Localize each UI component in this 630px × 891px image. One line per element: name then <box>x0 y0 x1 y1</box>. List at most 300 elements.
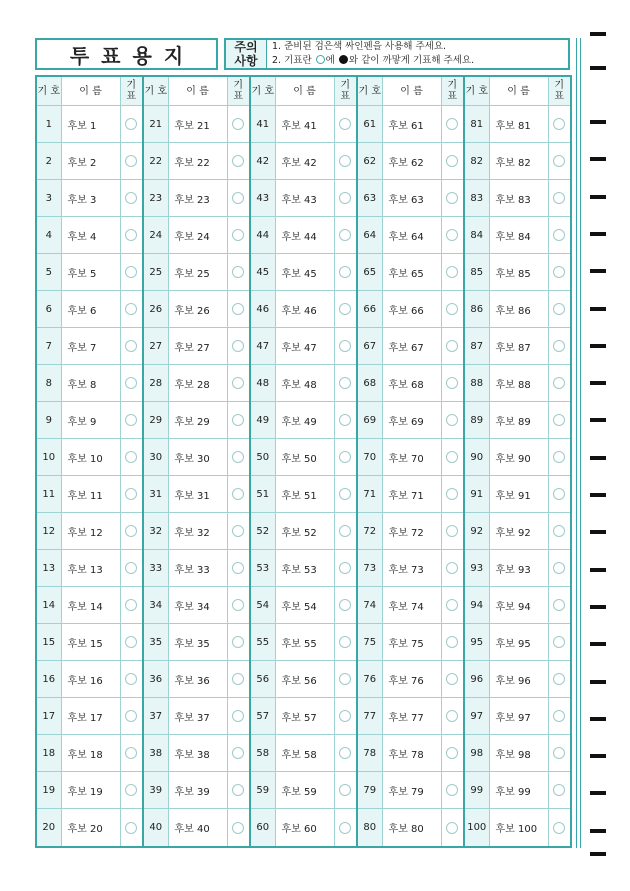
candidate-name: 후보 98 <box>489 735 548 772</box>
vote-oval-icon[interactable] <box>339 118 351 130</box>
vote-oval-icon[interactable] <box>125 377 137 389</box>
vote-oval-icon[interactable] <box>232 822 244 834</box>
vote-oval-icon[interactable] <box>232 784 244 796</box>
vote-mark-cell[interactable] <box>227 180 250 217</box>
vote-oval-icon[interactable] <box>446 599 458 611</box>
vote-oval-icon[interactable] <box>339 673 351 685</box>
vote-oval-icon[interactable] <box>125 266 137 278</box>
timing-mark <box>590 605 606 609</box>
vote-oval-icon[interactable] <box>553 747 565 759</box>
vote-oval-icon[interactable] <box>339 414 351 426</box>
vote-oval-icon[interactable] <box>125 747 137 759</box>
vote-oval-icon[interactable] <box>446 451 458 463</box>
vote-mark-cell[interactable] <box>120 772 143 809</box>
table-row <box>36 513 571 550</box>
vote-mark-cell[interactable] <box>441 402 464 439</box>
vote-mark-cell[interactable] <box>548 661 571 698</box>
candidate-number: 71 <box>357 476 382 513</box>
vote-mark-cell[interactable] <box>120 439 143 476</box>
vote-oval-icon[interactable] <box>125 229 137 241</box>
vote-oval-icon[interactable] <box>553 414 565 426</box>
vote-mark-cell[interactable] <box>441 661 464 698</box>
vote-mark-cell[interactable] <box>120 624 143 661</box>
vote-mark-cell[interactable] <box>548 143 571 180</box>
timing-mark <box>590 269 606 273</box>
vote-oval-icon[interactable] <box>553 155 565 167</box>
vote-oval-icon[interactable] <box>125 822 137 834</box>
vote-mark-cell[interactable] <box>548 513 571 550</box>
vote-oval-icon[interactable] <box>339 155 351 167</box>
vote-mark-cell[interactable] <box>334 439 357 476</box>
vote-mark-cell[interactable] <box>334 735 357 772</box>
vote-mark-cell[interactable] <box>548 698 571 735</box>
vote-mark-cell[interactable] <box>548 254 571 291</box>
vote-oval-icon[interactable] <box>553 822 565 834</box>
column-header-number: 기 호 <box>464 76 489 106</box>
vote-mark-cell[interactable] <box>227 624 250 661</box>
vote-mark-cell[interactable] <box>227 661 250 698</box>
vote-oval-icon[interactable] <box>446 710 458 722</box>
vote-mark-cell[interactable] <box>334 328 357 365</box>
vote-mark-cell[interactable] <box>548 550 571 587</box>
vote-mark-cell[interactable] <box>227 809 250 847</box>
candidate-number: 39 <box>143 772 168 809</box>
candidate-name: 후보 58 <box>275 735 334 772</box>
vote-mark-cell[interactable] <box>548 291 571 328</box>
vote-oval-icon[interactable] <box>125 636 137 648</box>
candidate-name: 후보 24 <box>168 217 227 254</box>
vote-mark-cell[interactable] <box>334 180 357 217</box>
vote-mark-cell[interactable] <box>334 476 357 513</box>
vote-mark-cell[interactable] <box>227 106 250 143</box>
candidate-name: 후보 23 <box>168 180 227 217</box>
candidate-name: 후보 95 <box>489 624 548 661</box>
timing-mark <box>590 680 606 684</box>
vote-oval-icon[interactable] <box>232 229 244 241</box>
candidate-name: 후보 41 <box>275 106 334 143</box>
timing-mark <box>590 307 606 311</box>
candidate-number: 85 <box>464 254 489 291</box>
vote-mark-cell[interactable] <box>334 698 357 735</box>
vote-mark-cell[interactable] <box>120 476 143 513</box>
vote-oval-icon[interactable] <box>339 710 351 722</box>
candidate-number: 1 <box>36 106 61 143</box>
candidate-name: 후보 43 <box>275 180 334 217</box>
vote-mark-cell[interactable] <box>334 624 357 661</box>
notice-line-2-part-a: 2. 기표란 <box>272 55 312 66</box>
candidate-number: 94 <box>464 587 489 624</box>
vote-oval-icon[interactable] <box>446 636 458 648</box>
candidate-number: 83 <box>464 180 489 217</box>
vote-oval-icon[interactable] <box>125 340 137 352</box>
vote-oval-icon[interactable] <box>125 451 137 463</box>
vote-oval-icon[interactable] <box>232 303 244 315</box>
vote-oval-icon[interactable] <box>339 229 351 241</box>
vote-oval-icon[interactable] <box>553 229 565 241</box>
vote-mark-cell[interactable] <box>334 661 357 698</box>
candidate-name: 후보 90 <box>489 439 548 476</box>
vote-mark-cell[interactable] <box>441 291 464 328</box>
candidate-name: 후보 3 <box>61 180 120 217</box>
vote-mark-cell[interactable] <box>441 476 464 513</box>
vote-oval-icon[interactable] <box>553 340 565 352</box>
vote-oval-icon[interactable] <box>232 451 244 463</box>
vote-oval-icon[interactable] <box>125 710 137 722</box>
vote-oval-icon[interactable] <box>125 673 137 685</box>
candidate-name: 후보 33 <box>168 550 227 587</box>
vote-mark-cell[interactable] <box>441 180 464 217</box>
vote-mark-cell[interactable] <box>120 217 143 254</box>
vote-oval-icon[interactable] <box>232 414 244 426</box>
vote-oval-icon[interactable] <box>446 822 458 834</box>
vote-mark-cell[interactable] <box>441 328 464 365</box>
vote-oval-icon[interactable] <box>553 192 565 204</box>
vote-mark-cell[interactable] <box>334 587 357 624</box>
candidate-number: 22 <box>143 143 168 180</box>
vote-oval-icon[interactable] <box>446 784 458 796</box>
vote-mark-cell[interactable] <box>334 402 357 439</box>
column-header-number: 기 호 <box>143 76 168 106</box>
vote-oval-icon[interactable] <box>339 784 351 796</box>
table-row <box>36 476 571 513</box>
vote-oval-icon[interactable] <box>125 192 137 204</box>
vote-oval-icon[interactable] <box>553 784 565 796</box>
candidate-number: 35 <box>143 624 168 661</box>
vote-mark-cell[interactable] <box>227 439 250 476</box>
vote-oval-icon[interactable] <box>232 192 244 204</box>
vote-oval-icon[interactable] <box>446 673 458 685</box>
vote-mark-cell[interactable] <box>441 698 464 735</box>
vote-oval-icon[interactable] <box>446 118 458 130</box>
candidate-name: 후보 19 <box>61 772 120 809</box>
timing-mark <box>590 344 606 348</box>
candidate-name: 후보 91 <box>489 476 548 513</box>
candidate-name: 후보 11 <box>61 476 120 513</box>
vote-mark-cell[interactable] <box>334 143 357 180</box>
vote-mark-cell[interactable] <box>441 735 464 772</box>
vote-oval-icon[interactable] <box>125 155 137 167</box>
candidate-number: 56 <box>250 661 275 698</box>
candidate-number: 2 <box>36 143 61 180</box>
table-row <box>36 624 571 661</box>
vote-mark-cell[interactable] <box>548 328 571 365</box>
vote-mark-cell[interactable] <box>548 217 571 254</box>
table-row <box>36 661 571 698</box>
candidate-number: 72 <box>357 513 382 550</box>
vote-mark-cell[interactable] <box>120 513 143 550</box>
vote-mark-cell[interactable] <box>120 291 143 328</box>
candidate-number: 10 <box>36 439 61 476</box>
vote-oval-icon[interactable] <box>339 636 351 648</box>
vote-oval-icon[interactable] <box>232 155 244 167</box>
candidate-number: 17 <box>36 698 61 735</box>
vote-mark-cell[interactable] <box>120 106 143 143</box>
vote-oval-icon[interactable] <box>553 303 565 315</box>
candidate-name: 후보 81 <box>489 106 548 143</box>
table-row <box>36 698 571 735</box>
vote-oval-icon[interactable] <box>232 266 244 278</box>
candidate-number: 23 <box>143 180 168 217</box>
vote-mark-cell[interactable] <box>441 772 464 809</box>
vote-mark-cell[interactable] <box>334 106 357 143</box>
vote-mark-cell[interactable] <box>441 624 464 661</box>
candidate-name: 후보 26 <box>168 291 227 328</box>
vote-oval-icon[interactable] <box>553 562 565 574</box>
vote-mark-cell[interactable] <box>120 143 143 180</box>
vote-oval-icon[interactable] <box>339 525 351 537</box>
vote-oval-icon[interactable] <box>553 636 565 648</box>
vote-mark-cell[interactable] <box>227 513 250 550</box>
vote-mark-cell[interactable] <box>441 217 464 254</box>
vote-oval-icon[interactable] <box>339 747 351 759</box>
vote-oval-icon[interactable] <box>339 599 351 611</box>
vote-oval-icon[interactable] <box>553 451 565 463</box>
column-header-mark: 기 표 <box>334 76 357 106</box>
candidate-name: 후보 31 <box>168 476 227 513</box>
vote-oval-icon[interactable] <box>232 340 244 352</box>
candidate-name: 후보 86 <box>489 291 548 328</box>
vote-mark-cell[interactable] <box>227 254 250 291</box>
vote-oval-icon[interactable] <box>125 599 137 611</box>
vote-mark-cell[interactable] <box>120 402 143 439</box>
vote-oval-icon[interactable] <box>553 266 565 278</box>
candidate-name: 후보 39 <box>168 772 227 809</box>
vote-mark-cell[interactable] <box>334 809 357 847</box>
vote-mark-cell[interactable] <box>334 254 357 291</box>
candidate-name: 후보 96 <box>489 661 548 698</box>
vote-mark-cell[interactable] <box>120 587 143 624</box>
vote-mark-cell[interactable] <box>120 809 143 847</box>
column-header-number: 기 호 <box>250 76 275 106</box>
vote-oval-icon[interactable] <box>446 192 458 204</box>
timing-mark <box>590 232 606 236</box>
timing-mark <box>590 418 606 422</box>
vote-mark-cell[interactable] <box>548 624 571 661</box>
vote-oval-icon[interactable] <box>446 266 458 278</box>
vote-oval-icon[interactable] <box>446 377 458 389</box>
column-header-name: 이 름 <box>382 76 441 106</box>
vote-oval-icon[interactable] <box>339 562 351 574</box>
candidate-number: 9 <box>36 402 61 439</box>
vote-mark-cell[interactable] <box>227 698 250 735</box>
candidate-name: 후보 83 <box>489 180 548 217</box>
vote-oval-icon[interactable] <box>446 229 458 241</box>
candidate-number: 69 <box>357 402 382 439</box>
vote-oval-icon[interactable] <box>446 303 458 315</box>
candidate-name: 후보 99 <box>489 772 548 809</box>
vote-mark-cell[interactable] <box>548 180 571 217</box>
vote-mark-cell[interactable] <box>548 476 571 513</box>
vote-oval-icon[interactable] <box>553 599 565 611</box>
vote-oval-icon[interactable] <box>446 488 458 500</box>
vote-mark-cell[interactable] <box>227 772 250 809</box>
column-header-mark: 기 표 <box>120 76 143 106</box>
candidate-number: 8 <box>36 365 61 402</box>
candidate-number: 52 <box>250 513 275 550</box>
candidate-name: 후보 64 <box>382 217 441 254</box>
candidate-name: 후보 75 <box>382 624 441 661</box>
candidate-name: 후보 46 <box>275 291 334 328</box>
vote-oval-icon[interactable] <box>446 155 458 167</box>
vote-mark-cell[interactable] <box>441 254 464 291</box>
vote-oval-icon[interactable] <box>446 525 458 537</box>
vote-oval-icon[interactable] <box>232 747 244 759</box>
candidate-number: 3 <box>36 180 61 217</box>
vote-oval-icon[interactable] <box>232 488 244 500</box>
vote-oval-icon[interactable] <box>553 118 565 130</box>
vote-mark-cell[interactable] <box>548 106 571 143</box>
vote-oval-icon[interactable] <box>125 525 137 537</box>
vote-oval-icon[interactable] <box>339 303 351 315</box>
vote-mark-cell[interactable] <box>334 365 357 402</box>
vote-oval-icon[interactable] <box>339 451 351 463</box>
vote-mark-cell[interactable] <box>227 217 250 254</box>
table-row <box>36 772 571 809</box>
candidate-number: 15 <box>36 624 61 661</box>
candidate-name: 후보 87 <box>489 328 548 365</box>
candidate-number: 12 <box>36 513 61 550</box>
vote-oval-icon[interactable] <box>553 488 565 500</box>
candidate-name: 후보 69 <box>382 402 441 439</box>
candidate-name: 후보 16 <box>61 661 120 698</box>
vote-oval-icon[interactable] <box>125 303 137 315</box>
timing-mark <box>590 493 606 497</box>
right-guide-line <box>576 38 581 848</box>
vote-oval-icon[interactable] <box>232 562 244 574</box>
vote-mark-cell[interactable] <box>120 661 143 698</box>
timing-mark <box>590 791 606 795</box>
vote-oval-icon[interactable] <box>446 340 458 352</box>
vote-mark-cell[interactable] <box>441 439 464 476</box>
vote-oval-icon[interactable] <box>339 377 351 389</box>
vote-mark-cell[interactable] <box>441 143 464 180</box>
candidate-name: 후보 28 <box>168 365 227 402</box>
vote-mark-cell[interactable] <box>334 513 357 550</box>
candidate-number: 100 <box>464 809 489 847</box>
vote-oval-icon[interactable] <box>232 710 244 722</box>
candidate-name: 후보 15 <box>61 624 120 661</box>
vote-oval-icon[interactable] <box>553 673 565 685</box>
candidate-number: 13 <box>36 550 61 587</box>
candidate-name: 후보 21 <box>168 106 227 143</box>
candidate-number: 16 <box>36 661 61 698</box>
table-row <box>36 106 571 143</box>
vote-mark-cell[interactable] <box>227 587 250 624</box>
candidate-name: 후보 73 <box>382 550 441 587</box>
vote-oval-icon[interactable] <box>125 562 137 574</box>
candidate-number: 87 <box>464 328 489 365</box>
vote-mark-cell[interactable] <box>120 735 143 772</box>
column-header-name: 이 름 <box>168 76 227 106</box>
candidate-number: 51 <box>250 476 275 513</box>
vote-oval-icon[interactable] <box>339 266 351 278</box>
vote-oval-icon[interactable] <box>339 488 351 500</box>
vote-mark-cell[interactable] <box>120 180 143 217</box>
vote-mark-cell[interactable] <box>120 365 143 402</box>
vote-oval-icon[interactable] <box>232 599 244 611</box>
notice-label <box>226 40 267 68</box>
candidate-number: 31 <box>143 476 168 513</box>
vote-mark-cell[interactable] <box>120 698 143 735</box>
vote-mark-cell[interactable] <box>120 254 143 291</box>
table-row <box>36 439 571 476</box>
vote-oval-icon[interactable] <box>553 377 565 389</box>
candidate-number: 54 <box>250 587 275 624</box>
vote-oval-icon[interactable] <box>553 525 565 537</box>
candidate-number: 92 <box>464 513 489 550</box>
vote-mark-cell[interactable] <box>227 550 250 587</box>
vote-oval-icon[interactable] <box>446 747 458 759</box>
vote-oval-icon[interactable] <box>125 414 137 426</box>
candidate-name: 후보 70 <box>382 439 441 476</box>
vote-mark-cell[interactable] <box>441 513 464 550</box>
vote-mark-cell[interactable] <box>334 291 357 328</box>
vote-mark-cell[interactable] <box>548 587 571 624</box>
vote-oval-icon[interactable] <box>125 118 137 130</box>
vote-oval-icon[interactable] <box>232 525 244 537</box>
vote-mark-cell[interactable] <box>227 476 250 513</box>
vote-oval-icon[interactable] <box>339 340 351 352</box>
vote-mark-cell[interactable] <box>120 550 143 587</box>
vote-mark-cell[interactable] <box>227 735 250 772</box>
timing-mark <box>590 829 606 833</box>
vote-mark-cell[interactable] <box>227 143 250 180</box>
vote-mark-cell[interactable] <box>441 587 464 624</box>
vote-mark-cell[interactable] <box>548 772 571 809</box>
vote-mark-cell[interactable] <box>441 809 464 847</box>
vote-oval-icon[interactable] <box>446 562 458 574</box>
table-row <box>36 254 571 291</box>
vote-mark-cell[interactable] <box>227 402 250 439</box>
candidate-name: 후보 89 <box>489 402 548 439</box>
candidate-name: 후보 13 <box>61 550 120 587</box>
vote-mark-cell[interactable] <box>548 735 571 772</box>
vote-oval-icon[interactable] <box>232 636 244 648</box>
vote-mark-cell[interactable] <box>548 402 571 439</box>
candidate-number: 99 <box>464 772 489 809</box>
candidate-name: 후보 42 <box>275 143 334 180</box>
vote-mark-cell[interactable] <box>120 328 143 365</box>
candidate-name: 후보 9 <box>61 402 120 439</box>
candidate-number: 98 <box>464 735 489 772</box>
vote-oval-icon[interactable] <box>125 784 137 796</box>
vote-mark-cell[interactable] <box>227 365 250 402</box>
vote-mark-cell[interactable] <box>334 772 357 809</box>
vote-oval-icon[interactable] <box>125 488 137 500</box>
vote-oval-icon[interactable] <box>339 822 351 834</box>
candidate-number: 89 <box>464 402 489 439</box>
vote-oval-icon[interactable] <box>339 192 351 204</box>
vote-mark-cell[interactable] <box>227 291 250 328</box>
vote-oval-icon[interactable] <box>232 377 244 389</box>
vote-mark-cell[interactable] <box>548 365 571 402</box>
vote-mark-cell[interactable] <box>334 217 357 254</box>
vote-mark-cell[interactable] <box>441 365 464 402</box>
vote-mark-cell[interactable] <box>548 809 571 847</box>
vote-mark-cell[interactable] <box>334 550 357 587</box>
notice-label-bottom: 사항 <box>234 54 258 68</box>
vote-mark-cell[interactable] <box>441 106 464 143</box>
vote-oval-icon[interactable] <box>232 673 244 685</box>
vote-oval-icon[interactable] <box>446 414 458 426</box>
vote-mark-cell[interactable] <box>227 328 250 365</box>
vote-mark-cell[interactable] <box>548 439 571 476</box>
candidate-name: 후보 2 <box>61 143 120 180</box>
vote-oval-icon[interactable] <box>553 710 565 722</box>
candidate-name: 후보 8 <box>61 365 120 402</box>
vote-mark-cell[interactable] <box>441 550 464 587</box>
vote-oval-icon[interactable] <box>232 118 244 130</box>
